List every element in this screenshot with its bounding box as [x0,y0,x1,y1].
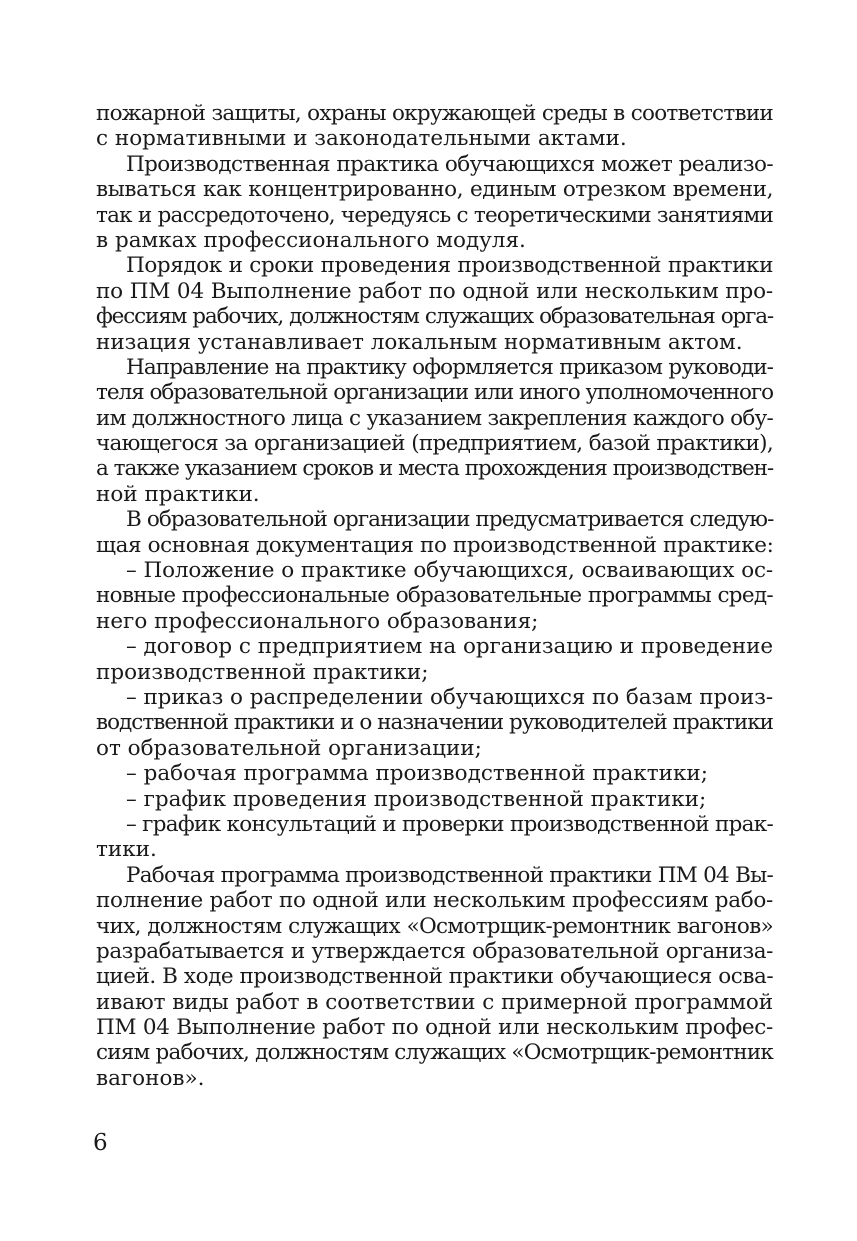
paragraph [96,787,773,812]
paragraph [96,558,773,634]
text-line: ПМ 04 Выполнение работ по одной или нескольким профес- [96,1015,773,1041]
page-number: 6 [93,1130,108,1156]
text-line: от образовательной организации; [96,735,482,761]
text-line: а также указанием сроков и места прохождения производствен- [96,456,773,482]
text-line: – график проведения производственной практики; [126,786,707,812]
paragraph [96,355,773,507]
text-line: производственной практики; [96,659,429,685]
text-line: чающегося за организацией (предприятием, базой практики), [96,431,773,457]
text-line: с нормативными и законодательными актами. [96,126,627,152]
text-line: водственной практики и о назначении руководителей практики [96,710,773,736]
text-line: пожарной защиты, охраны окружающей среды в соответствии [96,101,773,126]
text-line: вываться как концентрированно, единым отрезком времени, [96,177,773,203]
text-line: – договор с предприятием на организацию и проведение [126,634,773,660]
text-line: ной практики. [96,481,260,507]
paragraph [96,634,773,685]
text-line: Порядок и сроки проведения производственной практики [126,253,773,279]
text-line: полнение работ по одной или нескольким профессиям рабо- [96,888,773,914]
paragraph [96,152,773,254]
text-line: новные профессиональные образовательные программы сред- [96,583,773,609]
paragraph [96,101,773,152]
text-line: фессиям рабочих, должностям служащих образовательная орга- [96,304,773,330]
paragraph [96,507,773,558]
text-line: него профессионального образования; [96,608,539,634]
text-line: Производственная практика обучающихся может реализо- [126,151,773,177]
text-line: Рабочая программа производственной практики ПМ 04 Вы- [126,862,773,888]
text-line: чих, должностям служащих «Осмотрщик-ремонтник вагонов» [96,913,773,939]
text-line: цией. В ходе производственной практики обучающиеся осва- [96,964,774,990]
text-line: по ПМ 04 Выполнение работ по одной или нескольким про- [96,278,773,304]
paragraph [96,761,773,786]
text-line: – рабочая программа производственной практики; [126,761,708,787]
text-line: сиям рабочих, должностям служащих «Осмотрщик-ремонтник [96,1040,773,1066]
text-line: – Положение о практике обучающихся, осваивающих ос- [126,558,773,584]
paragraph [96,685,773,761]
text-line: – приказ о распределении обучающихся по базам произ- [126,684,773,710]
text-line: разрабатывается и утверждается образовательной организа- [96,938,773,964]
text-line: теля образовательной организации или иного уполномоченного [96,380,773,406]
text-line: ивают виды работ в соответствии с примерной программой [96,989,773,1015]
text-line: в рамках профессионального модуля. [96,227,526,253]
text-line: В образовательной организации предусматривается следую- [126,507,774,533]
text-line: низация устанавливает локальным нормативным актом. [96,329,743,355]
text-line: им должностного лица с указанием закрепления каждого обу- [96,405,773,431]
text-line: щая основная документация по производственной практике: [96,532,774,558]
text-line: – график консультаций и проверки производственной прак- [126,811,774,837]
text-line: Направление на практику оформляется приказом руководи- [126,354,773,380]
text-line: вагонов». [96,1065,205,1091]
paragraph [96,253,773,355]
body-text [96,101,773,1091]
text-line: тики. [96,837,157,863]
paragraph [96,863,773,1092]
paragraph [96,812,773,863]
text-line: так и рассредоточено, чередуясь с теоретическими занятиями [96,202,773,228]
